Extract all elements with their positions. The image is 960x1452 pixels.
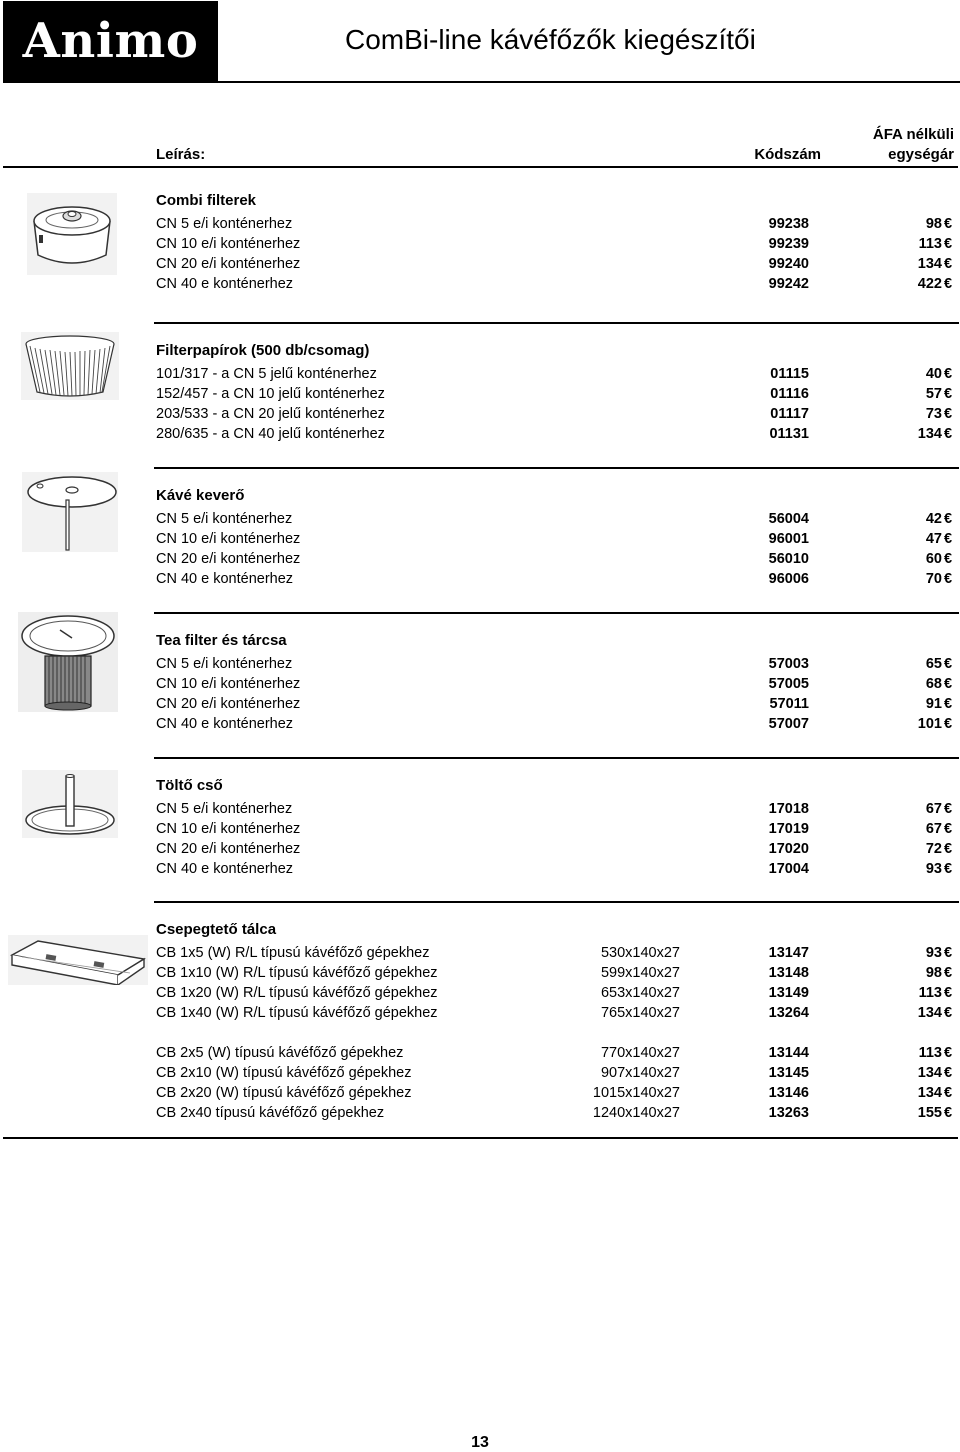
column-header-description: Leírás: [156, 146, 206, 163]
item-description: CN 10 e/i konténerhez [156, 676, 301, 692]
item-description: CN 40 e konténerhez [156, 861, 294, 877]
item-price: 57 [925, 386, 942, 402]
item-description: 152/457 - a CN 10 jelű konténerhez [156, 386, 385, 402]
item-price: 98 [925, 965, 942, 981]
list-item [0, 236, 960, 256]
item-dimensions: 907x140x27 [600, 1065, 680, 1081]
euro-sign: € [944, 276, 953, 292]
euro-sign: € [944, 426, 953, 442]
item-description: CN 10 e/i konténerhez [156, 531, 301, 547]
item-price: 67 [925, 821, 942, 837]
page-header [0, 0, 960, 82]
item-code: 96006 [768, 571, 809, 587]
item-price: 40 [925, 366, 942, 382]
section-title: Combi filterek [156, 192, 257, 209]
item-price: 47 [925, 531, 942, 547]
item-price: 113 [918, 1045, 942, 1061]
item-code: 99238 [768, 216, 809, 232]
item-code: 17018 [768, 801, 809, 817]
item-description: CB 1x20 (W) R/L típusú kávéfőző gépekhez [156, 985, 438, 1001]
item-price: 60 [925, 551, 942, 567]
item-description: 280/635 - a CN 40 jelű konténerhez [156, 426, 385, 442]
section-title: Tea filter és tárcsa [156, 632, 287, 649]
item-price: 91 [925, 696, 942, 712]
section-divider [154, 612, 959, 614]
list-item [0, 821, 960, 841]
item-dimensions: 1015x140x27 [592, 1085, 680, 1101]
item-price: 93 [925, 861, 942, 877]
section-title: Kávé keverő [156, 487, 245, 504]
item-price: 73 [925, 406, 942, 422]
item-code: 99239 [768, 236, 809, 252]
item-code: 13264 [768, 1005, 809, 1021]
column-header-price-line2: egységár [888, 146, 954, 163]
item-code: 13149 [768, 985, 809, 1001]
item-price: 42 [925, 511, 942, 527]
euro-sign: € [944, 1105, 953, 1121]
item-description: CN 20 e/i konténerhez [156, 841, 301, 857]
item-code: 17004 [768, 861, 809, 877]
item-description: CN 10 e/i konténerhez [156, 821, 301, 837]
list-item [0, 366, 960, 386]
item-description: CB 1x5 (W) R/L típusú kávéfőző gépekhez [156, 945, 430, 961]
item-code: 17019 [768, 821, 809, 837]
item-price: 98 [925, 216, 942, 232]
item-price: 134 [917, 1065, 942, 1081]
list-item [0, 571, 960, 591]
item-dimensions: 653x140x27 [600, 985, 680, 1001]
euro-sign: € [944, 511, 953, 527]
list-item [0, 801, 960, 821]
item-code: 56010 [768, 551, 809, 567]
item-price: 68 [925, 676, 942, 692]
item-code: 57005 [768, 676, 809, 692]
item-code: 13263 [768, 1105, 809, 1121]
item-description: 101/317 - a CN 5 jelű konténerhez [156, 366, 377, 382]
section-title: Töltő cső [156, 777, 223, 794]
list-item [0, 656, 960, 676]
euro-sign: € [944, 366, 953, 382]
section-divider [154, 467, 959, 469]
item-price: 70 [925, 571, 942, 587]
list-item [0, 426, 960, 446]
item-code: 13146 [768, 1085, 809, 1101]
item-code: 57007 [768, 716, 809, 732]
euro-sign: € [944, 551, 953, 567]
euro-sign: € [944, 965, 953, 981]
item-code: 01116 [770, 386, 809, 402]
item-price: 101 [917, 716, 942, 732]
item-price: 65 [925, 656, 942, 672]
list-item [0, 965, 960, 985]
euro-sign: € [944, 945, 953, 961]
column-header-code: Kódszám [754, 146, 821, 163]
section-divider [154, 901, 959, 903]
euro-sign: € [944, 1005, 953, 1021]
euro-sign: € [944, 216, 953, 232]
item-code: 56004 [768, 511, 809, 527]
item-code: 17020 [768, 841, 809, 857]
list-item [0, 1085, 960, 1105]
item-description: CB 2x20 (W) típusú kávéfőző gépekhez [156, 1085, 412, 1101]
list-item [0, 1005, 960, 1025]
euro-sign: € [944, 531, 953, 547]
euro-sign: € [944, 696, 953, 712]
euro-sign: € [944, 1085, 953, 1101]
bottom-divider [3, 1137, 958, 1139]
euro-sign: € [944, 821, 953, 837]
item-description: CN 20 e/i konténerhez [156, 551, 301, 567]
item-price: 155 [917, 1105, 942, 1121]
list-item [0, 861, 960, 881]
item-code: 57003 [768, 656, 809, 672]
item-dimensions: 1240x140x27 [592, 1105, 680, 1121]
item-price: 134 [917, 1085, 942, 1101]
item-description: CN 5 e/i konténerhez [156, 656, 293, 672]
euro-sign: € [944, 256, 953, 272]
item-description: CN 40 e konténerhez [156, 276, 294, 292]
column-header-divider [3, 166, 958, 168]
item-code: 01117 [770, 406, 809, 422]
euro-sign: € [944, 236, 953, 252]
item-code: 01115 [770, 366, 809, 382]
euro-sign: € [944, 1065, 953, 1081]
item-description: CN 40 e konténerhez [156, 716, 294, 732]
euro-sign: € [944, 656, 953, 672]
section-title: Csepegtető tálca [156, 921, 277, 938]
list-item [0, 551, 960, 571]
list-item [0, 531, 960, 551]
item-price: 113 [918, 985, 942, 1001]
list-item [0, 985, 960, 1005]
item-description: CB 2x5 (W) típusú kávéfőző gépekhez [156, 1045, 404, 1061]
list-item [0, 216, 960, 236]
list-item [0, 256, 960, 276]
item-dimensions: 765x140x27 [600, 1005, 680, 1021]
item-price: 67 [925, 801, 942, 817]
euro-sign: € [944, 801, 953, 817]
item-description: CN 5 e/i konténerhez [156, 216, 293, 232]
item-price: 134 [917, 256, 942, 272]
euro-sign: € [944, 841, 953, 857]
item-price: 134 [917, 426, 942, 442]
list-item [0, 716, 960, 736]
list-item [0, 1065, 960, 1085]
item-price: 422 [917, 276, 942, 292]
item-description: CN 40 e konténerhez [156, 571, 294, 587]
item-dimensions: 770x140x27 [600, 1045, 680, 1061]
item-code: 96001 [768, 531, 809, 547]
item-description: CN 5 e/i konténerhez [156, 511, 293, 527]
section-divider [154, 757, 959, 759]
item-code: 99242 [768, 276, 809, 292]
euro-sign: € [944, 1045, 953, 1061]
item-description: CB 2x40 típusú kávéfőző gépekhez [156, 1105, 385, 1121]
section-title: Filterpapírok (500 db/csomag) [156, 342, 370, 359]
item-code: 99240 [768, 256, 809, 272]
item-description: CN 20 e/i konténerhez [156, 696, 301, 712]
item-code: 13147 [768, 945, 809, 961]
euro-sign: € [944, 861, 953, 877]
item-code: 01131 [769, 426, 809, 442]
item-description: CN 10 e/i konténerhez [156, 236, 301, 252]
list-item [0, 676, 960, 696]
item-description: 203/533 - a CN 20 jelű konténerhez [156, 406, 385, 422]
list-item [0, 276, 960, 296]
item-code: 57011 [769, 696, 809, 712]
euro-sign: € [944, 386, 953, 402]
item-price: 93 [925, 945, 942, 961]
page-number: 13 [471, 1434, 489, 1451]
list-item [0, 511, 960, 531]
item-price: 72 [925, 841, 942, 857]
euro-sign: € [944, 571, 953, 587]
section-divider [154, 322, 959, 324]
item-code: 13144 [768, 1045, 809, 1061]
item-price: 113 [918, 236, 942, 252]
euro-sign: € [944, 406, 953, 422]
page-title: ComBi-line kávéfőzők kiegészítői [345, 24, 756, 55]
item-description: CB 2x10 (W) típusú kávéfőző gépekhez [156, 1065, 412, 1081]
list-item [0, 841, 960, 861]
item-dimensions: 599x140x27 [600, 965, 680, 981]
list-item [0, 406, 960, 426]
item-code: 13145 [768, 1065, 809, 1081]
header-divider [3, 81, 960, 83]
item-description: CN 20 e/i konténerhez [156, 256, 301, 272]
list-item [0, 1045, 960, 1065]
brand-logo: Animo [3, 1, 218, 81]
euro-sign: € [944, 716, 953, 732]
list-item [0, 945, 960, 965]
euro-sign: € [944, 985, 953, 1001]
item-description: CN 5 e/i konténerhez [156, 801, 293, 817]
list-item [0, 696, 960, 716]
item-description: CB 1x40 (W) R/L típusú kávéfőző gépekhez [156, 1005, 438, 1021]
item-dimensions: 530x140x27 [600, 945, 680, 961]
column-header-price-line1: ÁFA nélküli [872, 126, 954, 143]
item-code: 13148 [768, 965, 809, 981]
euro-sign: € [944, 676, 953, 692]
item-price: 134 [917, 1005, 942, 1021]
list-item [0, 1105, 960, 1125]
item-description: CB 1x10 (W) R/L típusú kávéfőző gépekhez [156, 965, 438, 981]
list-item [0, 386, 960, 406]
